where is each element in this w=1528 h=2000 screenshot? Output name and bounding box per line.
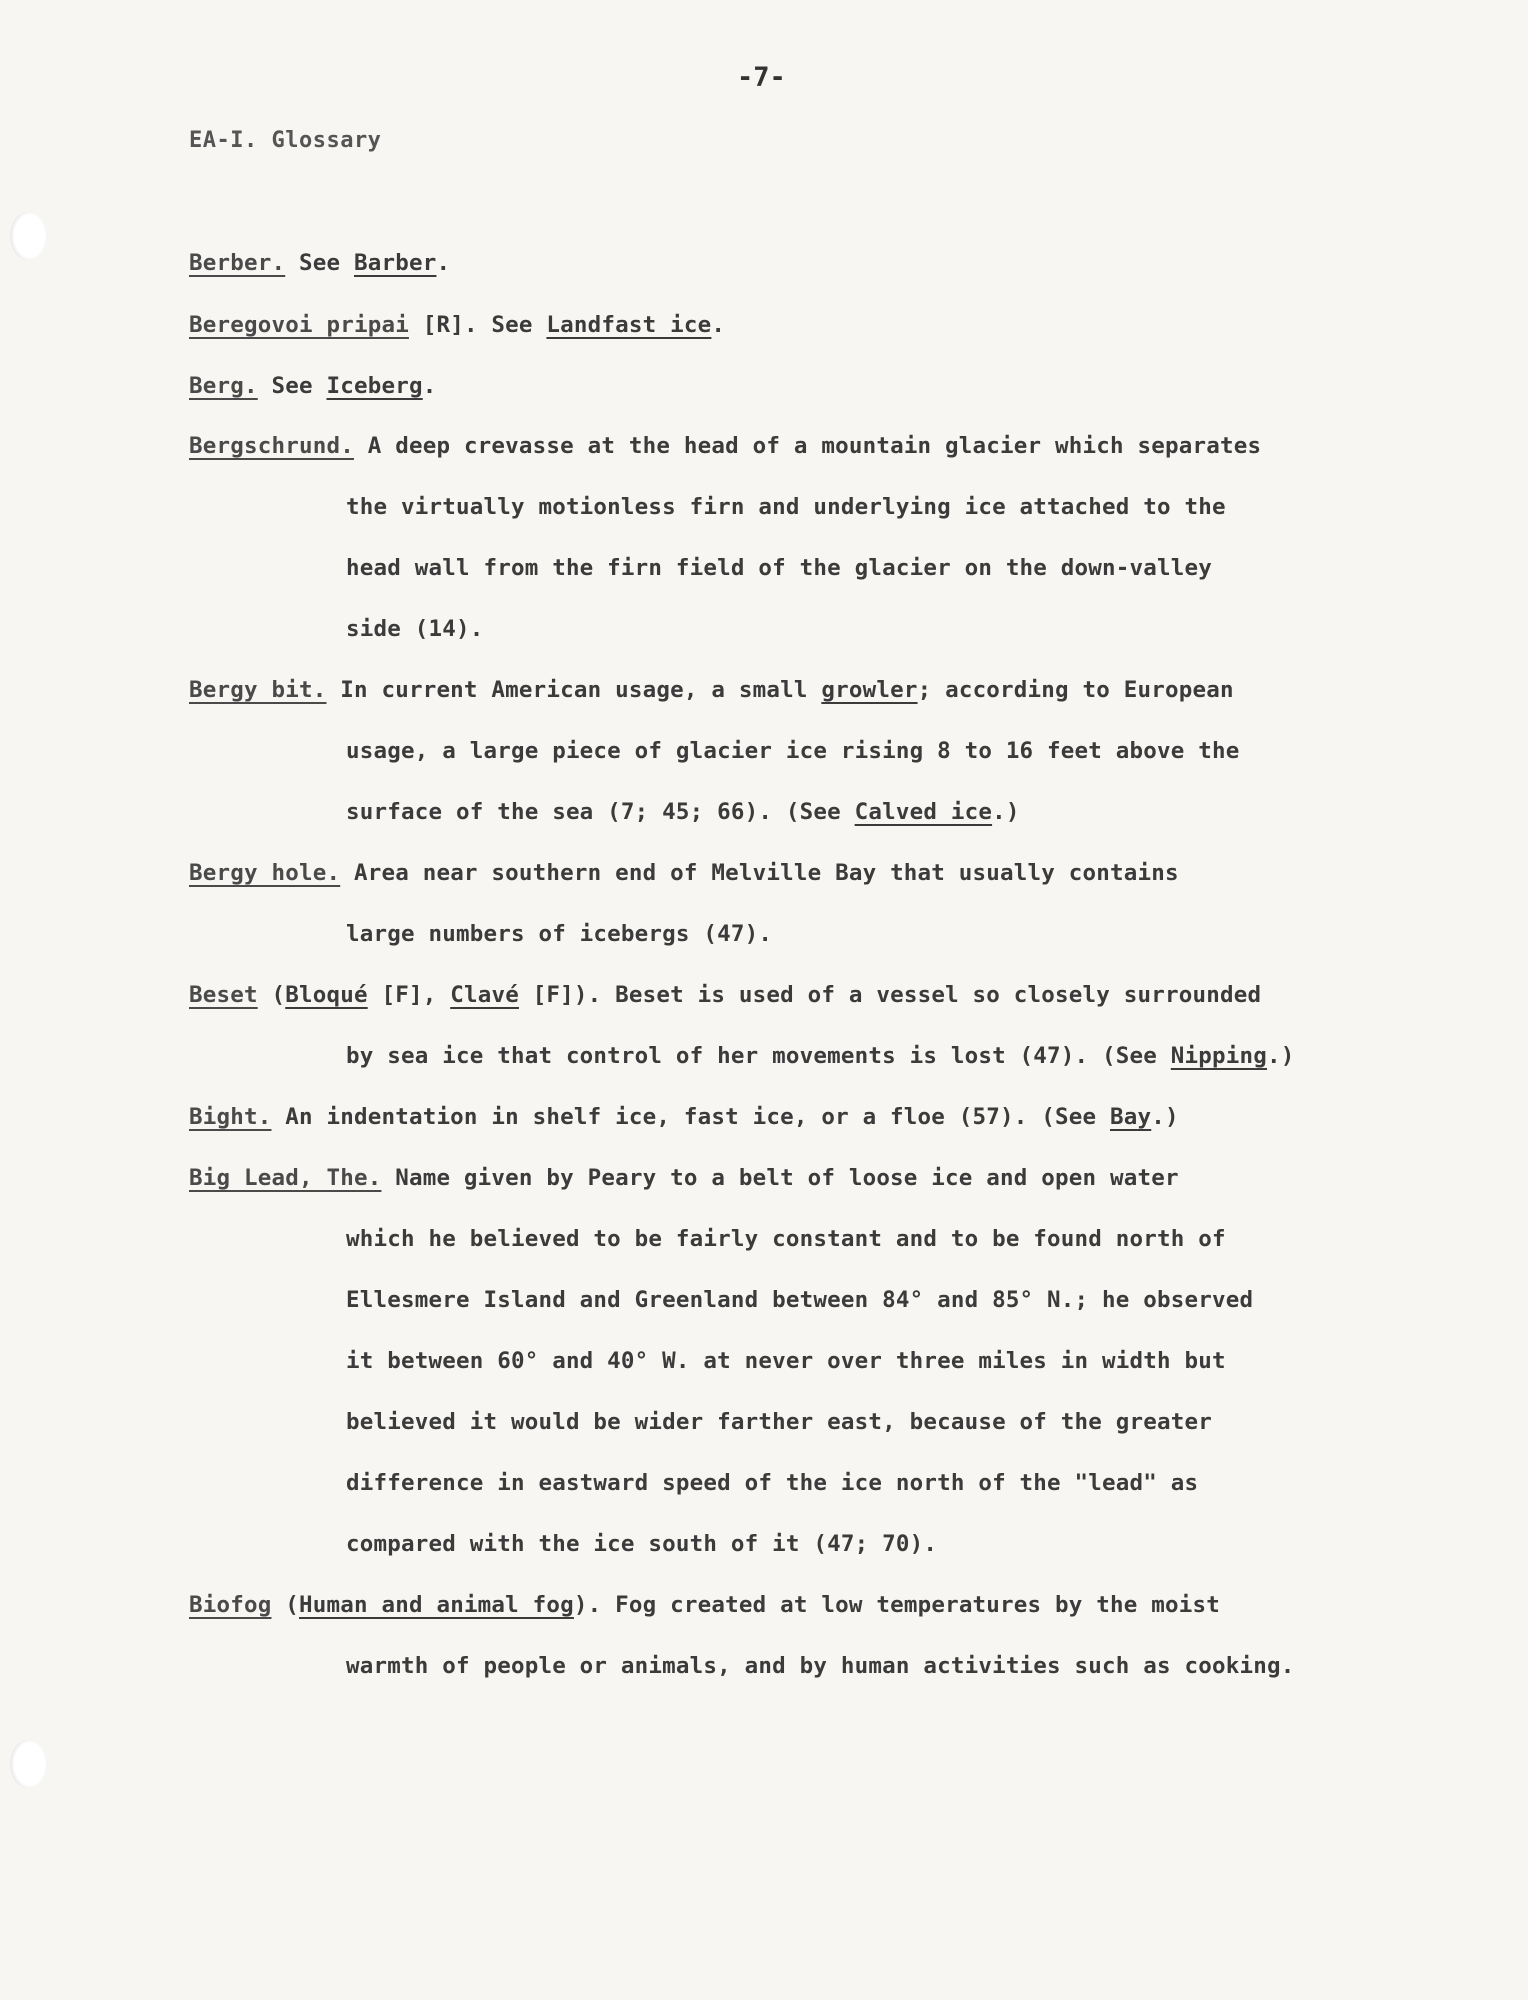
entry-bergschrund: Bergschrund. A deep crevasse at the head of a mountain glacier which separates <box>189 433 1262 459</box>
glossary-term: Beregovoi pripai <box>189 312 409 338</box>
definition-line: warmth of people or animals, and by human activities such as cooking. <box>346 1653 1295 1679</box>
entry-berber: Berber. See Barber. <box>189 250 451 276</box>
entry-bight: Bight. An indentation in shelf ice, fast ice, or a floe (57). (See Bay.) <box>189 1104 1179 1130</box>
cross-reference: Nipping <box>1170 1043 1268 1069</box>
cross-reference: growler <box>821 677 918 703</box>
section-heading: EA-I. Glossary <box>189 128 382 153</box>
definition-line: usage, a large piece of glacier ice rising 8 to 16 feet above the <box>346 738 1240 764</box>
definition-line: side (14). <box>346 616 484 642</box>
glossary-term: Bergy bit. <box>189 677 327 703</box>
punch-hole <box>10 212 46 260</box>
definition-line: compared with the ice south of it (47; 70). <box>346 1531 938 1557</box>
cross-reference: Barber <box>353 250 437 276</box>
cross-reference: Landfast ice <box>546 312 712 338</box>
glossary-term: Bergy hole. <box>189 860 341 886</box>
entry-bergy-hole: Bergy hole. Area near southern end of Melville Bay that usually contains <box>189 860 1179 886</box>
definition-line: by sea ice that control of her movements is lost (47). (See Nipping.) <box>346 1043 1295 1069</box>
synonym: Bloqué <box>285 982 368 1008</box>
cross-reference: Iceberg <box>326 373 423 399</box>
cross-reference: Calved ice <box>854 799 993 825</box>
entry-beregovoi-pripai: Beregovoi pripai [R]. See Landfast ice. <box>189 312 726 338</box>
entry-beset: Beset (Bloqué [F], Clavé [F]). Beset is used of a vessel so closely surrounded <box>189 982 1262 1008</box>
entry-biofog: Biofog (Human and animal fog). Fog created at low temperatures by the moist <box>189 1592 1220 1618</box>
synonym: Clavé <box>450 982 519 1008</box>
glossary-term: Bergschrund. <box>189 433 354 459</box>
punch-hole <box>10 1740 46 1788</box>
page-number: -7- <box>737 62 786 93</box>
definition-line: the virtually motionless firn and underlying ice attached to the <box>346 494 1226 520</box>
glossary-term: Berber. <box>189 250 286 276</box>
glossary-term: Berg. <box>189 373 258 399</box>
definition-line: large numbers of icebergs (47). <box>346 921 773 947</box>
glossary-term: Biofog <box>189 1592 272 1618</box>
glossary-term: Beset <box>189 982 258 1008</box>
definition-line: difference in eastward speed of the ice north of the "lead" as <box>346 1470 1199 1496</box>
definition-line: believed it would be wider farther east, because of the greater <box>346 1409 1213 1435</box>
cross-reference: Bay <box>1110 1104 1152 1130</box>
definition-line: surface of the sea (7; 45; 66). (See Calved ice.) <box>346 799 1020 825</box>
entry-berg: Berg. See Iceberg. <box>189 373 437 399</box>
entry-bergy-bit: Bergy bit. In current American usage, a small growler; according to European <box>189 677 1234 703</box>
definition-line: which he believed to be fairly constant and to be found north of <box>346 1226 1226 1252</box>
synonym: Human and animal fog <box>298 1592 574 1618</box>
glossary-term: Bight. <box>189 1104 272 1130</box>
glossary-term: Big Lead, The. <box>189 1165 382 1191</box>
definition-line: head wall from the firn field of the glacier on the down-valley <box>346 555 1213 581</box>
definition-line: it between 60° and 40° W. at never over three miles in width but <box>346 1348 1226 1374</box>
definition-line: Ellesmere Island and Greenland between 84° and 85° N.; he observed <box>346 1287 1254 1313</box>
entry-big-lead: Big Lead, The. Name given by Peary to a belt of loose ice and open water <box>189 1165 1179 1191</box>
